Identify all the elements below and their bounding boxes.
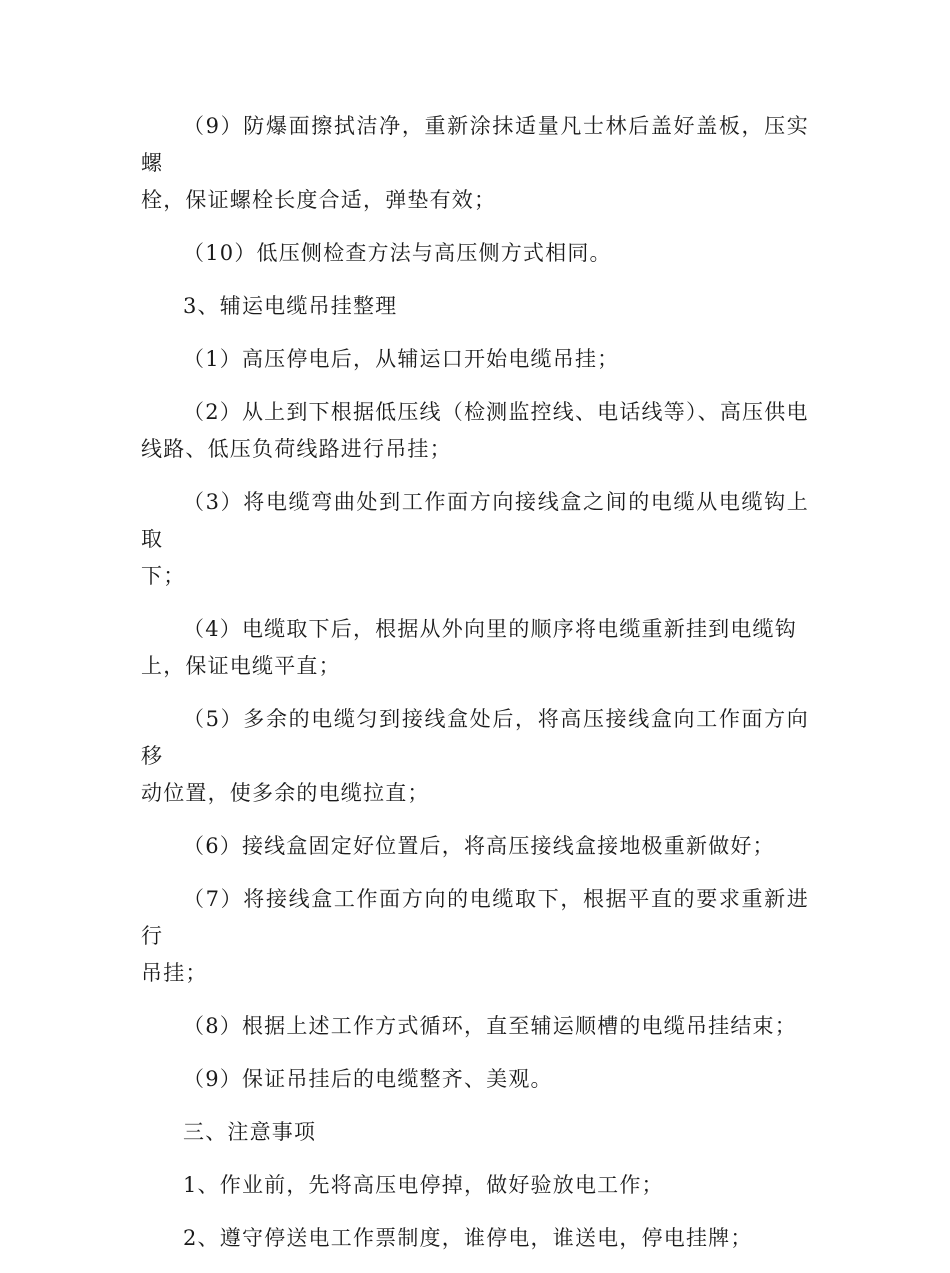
- paragraph-line: 2、遵守停送电工作票制度，谁停电，谁送电，停电挂牌；: [183, 1226, 753, 1250]
- paragraph-11: [141, 1008, 809, 1045]
- paragraph-4: [141, 341, 809, 378]
- document-body: [141, 108, 809, 1273]
- paragraph-line: （10）低压侧检查方法与高压侧方式相同。: [183, 241, 612, 265]
- paragraph-6: [141, 484, 809, 595]
- paragraph-5: [141, 394, 809, 468]
- paragraph-line: （3）将电缆弯曲处到工作面方向接线盒之间的电缆从电缆钩上取: [141, 490, 809, 551]
- paragraph-12: [141, 1061, 809, 1098]
- section-heading-3: [141, 288, 809, 325]
- paragraph-line: （1）高压停电后，从辅运口开始电缆吊挂；: [183, 347, 620, 371]
- paragraph-line: （9）防爆面擦拭洁净，重新涂抹适量凡士林后盖好盖板，压实螺: [141, 114, 809, 175]
- section-heading-three: [141, 1114, 809, 1151]
- paragraph-line: （7）将接线盒工作面方向的电缆取下，根据平直的要求重新进行: [141, 887, 809, 948]
- paragraph-line: （8）根据上述工作方式循环，直至辅运顺槽的电缆吊挂结束；: [183, 1014, 797, 1038]
- paragraph-9: [141, 828, 809, 865]
- paragraph-line: （4）电缆取下后，根据从外向里的顺序将电缆重新挂到电缆钩: [183, 617, 797, 641]
- paragraph-7: [141, 611, 809, 685]
- paragraph-line: （9）保证吊挂后的电缆整齐、美观。: [183, 1067, 553, 1091]
- paragraph-2: [141, 235, 809, 272]
- paragraph-10: [141, 881, 809, 992]
- paragraph-line: （5）多余的电缆匀到接线盒处后，将高压接线盒向工作面方向移: [141, 707, 809, 768]
- paragraph-15: [141, 1220, 809, 1257]
- paragraph-8: [141, 701, 809, 812]
- paragraph-14: [141, 1167, 809, 1204]
- paragraph-line: 1、作业前，先将高压电停掉，做好验放电工作；: [183, 1173, 664, 1197]
- paragraph-line: 栓，保证螺栓长度合适，弹垫有效；: [141, 188, 497, 212]
- paragraph-line: 3、辅运电缆吊挂整理: [183, 294, 398, 318]
- paragraph-line: 三、注意事项: [183, 1120, 317, 1144]
- paragraph-line: 线路、低压负荷线路进行吊挂；: [141, 437, 452, 461]
- paragraph-line: 动位置，使多余的电缆拉直；: [141, 781, 430, 805]
- paragraph-line: 吊挂；: [141, 961, 208, 985]
- paragraph-1: [141, 108, 809, 219]
- paragraph-line: 上，保证电缆平直；: [141, 654, 341, 678]
- paragraph-line: （2）从上到下根据低压线（检测监控线、电话线等）、高压供电: [183, 400, 809, 424]
- paragraph-line: 下；: [141, 564, 186, 588]
- paragraph-line: （6）接线盒固定好位置后，将高压接线盒接地极重新做好；: [183, 834, 775, 858]
